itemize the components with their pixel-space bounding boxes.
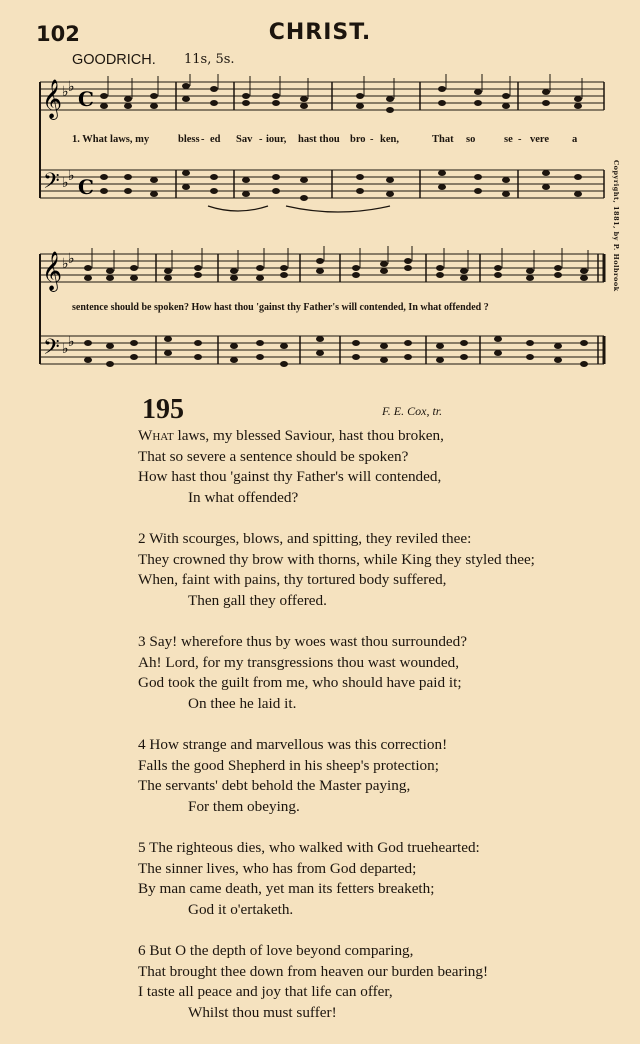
verse-line: 2 With scourges, blows, and spitting, they reviled thee: bbox=[138, 530, 472, 547]
bass-staff-lines bbox=[40, 170, 604, 198]
verse-line: Ah! Lord, for my transgressions thou wast wounded, bbox=[138, 653, 459, 671]
lyrics-line-2: sentence should be spoken? How hast thou 'gainst thy Father's will contended, In what offended ? bbox=[72, 302, 489, 313]
verse-line: For them obeying. bbox=[188, 797, 300, 815]
svg-text:♭: ♭ bbox=[62, 341, 69, 357]
verse-line: The sinner lives, who has from God departed; bbox=[138, 859, 417, 877]
verse-line: 4 How strange and marvellous was this correction! bbox=[138, 736, 448, 753]
svg-text:♭: ♭ bbox=[62, 175, 69, 191]
verse-line: 5 The righteous dies, who walked with God truehearted: bbox=[138, 839, 480, 856]
verse-line: Falls the good Shepherd in his sheep's protection; bbox=[138, 756, 439, 774]
hymn-number: 195 bbox=[142, 394, 184, 425]
hymn-verses bbox=[138, 426, 538, 1044]
verse-line: That brought thee down from heaven our burden bearing! bbox=[138, 962, 489, 980]
hymn-author: F. E. Cox, tr. bbox=[382, 404, 443, 418]
verse-line: Whilst thou must suffer! bbox=[188, 1003, 337, 1021]
svg-text:♭: ♭ bbox=[68, 79, 75, 95]
verse-line: When, faint with pains, thy tortured body suffered, bbox=[138, 571, 447, 588]
svg-text:♭: ♭ bbox=[62, 256, 69, 272]
time-signature-icon: C bbox=[78, 87, 94, 111]
verse-line: What laws, my blessed Saviour, hast thou broken, bbox=[138, 427, 444, 444]
verse-line: They crowned thy brow with thorns, while King they styled thee; bbox=[138, 550, 535, 568]
stems-treble-1 bbox=[108, 74, 582, 99]
treble-clef-icon: 𝄞 bbox=[42, 251, 63, 291]
key-signature-icon: ♭ bbox=[62, 84, 69, 100]
verse-1 bbox=[138, 426, 538, 508]
verse-line: 3 Say! wherefore thus by woes wast thou surrounded? bbox=[138, 633, 467, 650]
tune-meter: 11s, 5s. bbox=[184, 52, 235, 67]
music-system-1 bbox=[38, 74, 610, 224]
music-system-2 bbox=[38, 246, 610, 382]
verse-line: The servants' debt behold the Master paying, bbox=[138, 777, 411, 794]
section-title: CHRIST. bbox=[268, 20, 372, 45]
treble-clef-icon: 𝄞 bbox=[42, 79, 63, 119]
verse-5 bbox=[138, 838, 538, 920]
verse-line: On thee he laid it. bbox=[188, 694, 297, 712]
verse-line: That so severe a sentence should be spoken? bbox=[138, 447, 409, 465]
verse-line: How hast thou 'gainst thy Father's will contended, bbox=[138, 468, 442, 485]
svg-text:C: C bbox=[78, 175, 94, 199]
notes-bass-1 bbox=[100, 170, 582, 201]
verse-4 bbox=[138, 735, 538, 817]
tune-name: GOODRICH. bbox=[72, 52, 156, 68]
verse-2 bbox=[138, 529, 538, 611]
svg-text:♭: ♭ bbox=[68, 334, 75, 350]
verse-line: By man came death, yet man its fetters breaketh; bbox=[138, 880, 435, 897]
bass-clef-icon: 𝄢 bbox=[43, 335, 60, 365]
verse-line: 6 But O the depth of love beyond comparing, bbox=[138, 942, 414, 959]
verse-6 bbox=[138, 941, 538, 1023]
bass-clef-icon: 𝄢 bbox=[43, 169, 60, 199]
verse-line: Then gall they offered. bbox=[188, 591, 327, 609]
page-number: 102 bbox=[36, 22, 80, 46]
verse-3 bbox=[138, 632, 538, 714]
tie-icon bbox=[208, 206, 268, 211]
verse-line: I taste all peace and joy that life can offer, bbox=[138, 983, 393, 1000]
verse-line: In what offended? bbox=[188, 488, 299, 506]
svg-text:♭: ♭ bbox=[68, 251, 75, 267]
verse-line: God took the guilt from me, who should have paid it; bbox=[138, 674, 462, 691]
verse-line: God it o'ertaketh. bbox=[188, 900, 294, 918]
copyright-notice: Copyright, 1881, by P. Holbrook bbox=[612, 160, 620, 292]
verse-first-word: What bbox=[138, 427, 174, 444]
hymnal-page: 102 CHRIST. GOODRICH. 11s, 5s. 𝄞 𝄢 ♭ ♭ ♭ ♭ C C 1. What laws, my bless - ed Sav - iour, hast thou bro - ken, That so se - vere a 𝄞 𝄢 ♭ ♭ ♭ ♭ sentence should be spoken? How hast thou 'gainst thy Father's will contended, In what offended ? Copyright, 1881, by P. Holbrook 195 F. E. Cox, tr. What laws, my blessed Saviour, hast thou broken, That so severe a sentence should be spoken? How hast thou 'gainst thy Father's will contended, In what offended? 2 With scourges, blows, and spitting, they reviled thee: They crowned thy brow with thorns, while King they styled thee; When, faint with pains, thy tortured body suffered, Then gall they offered. 3 Say! wherefore thus by woes wast thou surrounded? Ah! Lord, for my transgressions thou wast wounded, God took the guilt from me, who should have paid it; On thee he laid it. 4 How strange and marvellous was this correction! Falls the good Shepherd in his sheep's protection; The servants' debt behold the Master paying, For them obeying. 5 The righteous dies, who walked with God truehearted: The sinner lives, who has from God departed; By man came death, yet man its fetters breaketh; God it o'ertaketh. 6 But O the depth of love beyond comparing, That brought thee down from heaven our burden bearing! I taste all peace and joy that life can offer, Whilst thou must suffer! bbox=[0, 0, 640, 955]
svg-text:♭: ♭ bbox=[68, 168, 75, 184]
